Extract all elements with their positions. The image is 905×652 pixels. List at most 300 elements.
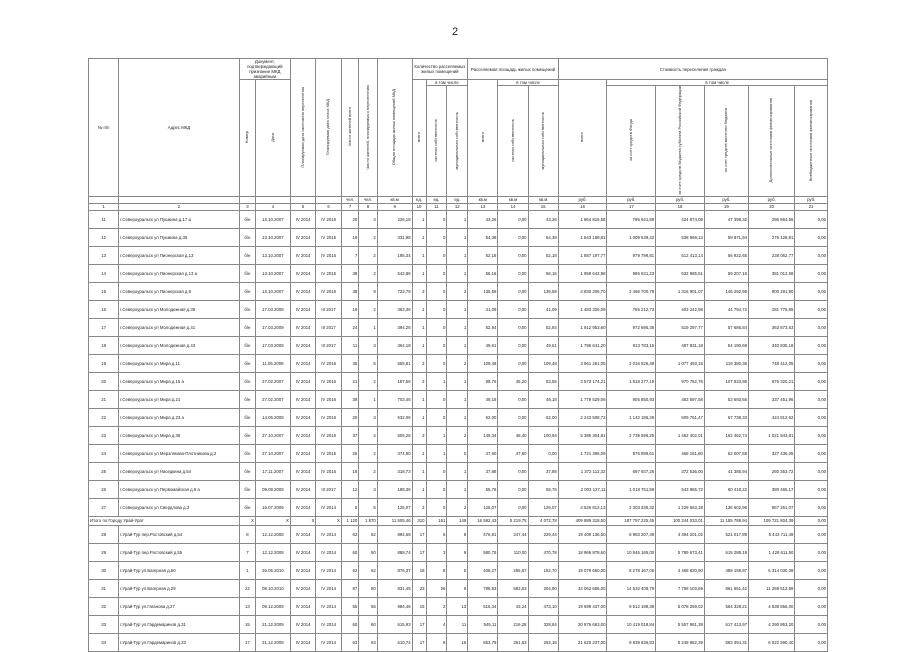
cell-num: б/н [239,210,255,228]
cell-date: 13.10.2007 [256,228,291,246]
cell-r2: 6 [426,525,447,543]
cell-a3: 56,16 [528,264,558,282]
cell-n: 24 [89,444,119,462]
cell-r1: 1 [412,480,426,498]
cell-area: 195,34 [377,246,412,264]
cell-c6: 0,00 [795,525,828,543]
cell-area: 374,90 [377,444,412,462]
cell-c1: 21 620 237,00 [558,633,607,651]
cell-p2: 3 [359,210,378,228]
cell-c2: 2 466 700,78 [607,282,656,300]
cell-area: 125,07 [377,498,412,516]
unit-cell: руб. [704,196,748,203]
cell-c2: 9 839 636,83 [607,633,656,651]
cell-c2: 979 799,81 [607,246,656,264]
cell-addr: г.Североуральск ул Пионерская д.13 [119,246,240,264]
cell-p2: 2 [359,264,378,282]
cell-c5: 337 451,96 [748,390,794,408]
cell-date: 26.05.2010 [256,561,291,579]
cell-c4: 521 017,89 [704,525,748,543]
cell-date: 13.10.2007 [256,246,291,264]
header-rooms-sub: в том числе [435,80,459,85]
cell-num: б/н [239,498,255,516]
header-rooms-municipal: муниципальная собственность [454,111,460,170]
unit-cell [119,196,240,203]
index-cell: 7 [341,203,358,210]
unit-cell [256,196,291,203]
cell-r2: 1 [426,372,447,390]
cell-r2: 0 [426,480,447,498]
cell-num: б/н [239,228,255,246]
cell-r3: 1 [447,390,468,408]
header-area-municipal: муниципальная собственность [539,111,545,170]
cell-r2: 0 [426,462,447,480]
cell-c5: 380 465,17 [748,480,794,498]
cell-a3: 470,78 [528,543,558,561]
cell-r1: 1 [412,462,426,480]
total-d1: X [290,516,316,525]
cell-p1: 87 [341,579,358,597]
cell-a1: 149,34 [468,426,498,444]
page-number: 2 [451,26,459,38]
header-persons: Число жителей всего [346,107,352,147]
cell-c6: 0,00 [795,615,828,633]
cell-n: 30 [89,561,119,579]
cell-date: 27.10.2007 [256,444,291,462]
cell-r3: 3 [447,282,468,300]
cell-date: 27.10.2007 [256,426,291,444]
cell-d1: IV 2014 [290,426,316,444]
cell-d2: IV 2014 [316,498,342,516]
cell-c3: 5 249 952,39 [656,633,705,651]
cell-a1: 516,34 [468,597,498,615]
cell-date: 17.11.2007 [256,462,291,480]
cell-c3: 970 752,76 [656,372,705,390]
cell-a3: 204,90 [528,579,558,597]
cell-c3: 609 761,47 [656,408,705,426]
cell-p1: 62 [341,525,358,543]
cell-c1: 1 796 641,20 [558,336,607,354]
cell-c2: 1 018 751,59 [607,480,656,498]
cell-c4: 615 288,19 [704,543,748,561]
cell-c1: 5 386 304,81 [558,426,607,444]
cell-c3: 538 969,13 [656,228,705,246]
cell-p2: 63 [359,633,378,651]
cell-c5: 4 290 953,20 [748,615,794,633]
header-doc-number: Номер [244,131,250,144]
cell-a3: 62,00 [528,408,558,426]
cell-c5: 5 314 030,39 [748,561,794,579]
cell-a2: 47,60 [498,444,528,462]
cell-c5: 748 412,05 [748,354,794,372]
cell-a2: 583,63 [498,579,528,597]
cell-c1: 19 409 136,50 [558,525,607,543]
cell-a2: 45,20 [498,372,528,390]
cell-c4: 41 385,94 [704,462,748,480]
cell-p2: 80 [359,579,378,597]
header-area-sub: в том числе [516,80,540,85]
cell-addr: г.Североуральск ул Пушкина д.17 а [119,210,240,228]
cell-r3: 1 [447,408,468,426]
cell-d1: IV 2014 [290,615,316,633]
cell-n: 25 [89,462,119,480]
cell-num: б/н [239,444,255,462]
cell-c2: 8 278 167,06 [607,561,656,579]
cell-p1: 39 [341,390,358,408]
cell-n: 15 [89,282,119,300]
cell-a3: 43,26 [528,210,558,228]
cell-area: 723,79 [377,282,412,300]
cell-c6: 0,00 [795,462,828,480]
cell-r2: 0 [426,264,447,282]
cell-r1: 1 [412,408,426,426]
cell-a3: 0,00 [528,444,558,462]
total-area: 11 505,46 [377,516,412,525]
cell-c2: 9 512 198,38 [607,597,656,615]
cell-n: 20 [89,372,119,390]
unit-cell: чел. [341,196,358,203]
cell-c1: 20 876 663,00 [558,615,607,633]
table-row [89,390,828,408]
cell-addr: г.Урай-Тур ул.Багерная д.29 [119,579,240,597]
cell-r1: 1 [412,300,426,318]
cell-p1: 35 [341,354,358,372]
cell-num: б/н [239,318,255,336]
cell-area: 331,98 [377,228,412,246]
total-c4: 11 155 788,94 [704,516,748,525]
total-c5: 109 721 804,39 [748,516,794,525]
cell-c3: 512 413,14 [656,246,705,264]
unit-cell: ед. [426,196,447,203]
cell-p2: 60 [359,615,378,633]
cell-p1: 24 [341,318,358,336]
cell-d2: IV 2014 [316,633,342,651]
cell-r1: 2 [412,372,426,390]
cell-d1: IV 2014 [290,336,316,354]
cell-c3: 532 985,51 [656,264,705,282]
table-row [89,579,828,597]
cell-a1: 55,76 [468,480,498,498]
cell-num: 17 [239,633,255,651]
table-row [89,318,828,336]
cell-a2: 255,57 [498,561,528,579]
cell-n: 23 [89,426,119,444]
cell-date: 17.03.2009 [256,300,291,318]
index-cell: 6 [316,203,342,210]
table-row [89,597,828,615]
cell-c5: 676 320,21 [748,372,794,390]
cell-c3: 543 865,72 [656,480,705,498]
cell-p1: 5 [341,498,358,516]
cell-d2: IV 2014 [316,543,342,561]
cell-num: б/н [239,408,255,426]
cell-c5: 6 022 590,40 [748,633,794,651]
index-cell: 20 [748,203,794,210]
cell-r1: 17 [412,525,426,543]
cell-c5: 4 538 856,00 [748,597,794,615]
cell-a2: 48,40 [498,426,528,444]
header-persons-planned: Число жителей, планируемых к переселению [364,84,370,170]
cell-date: 08.10.2010 [256,579,291,597]
cell-p1: 38 [341,282,358,300]
cell-r1: 1 [412,228,426,246]
cell-r3: 6 [447,579,468,597]
cell-p2: 2 [359,300,378,318]
unit-cell: кв.м [377,196,412,203]
cell-r2: 9 [426,633,447,651]
unit-cell: руб. [656,196,705,203]
cell-n: 29 [89,543,119,561]
cell-r1: 15 [412,597,426,615]
cell-r2: 0 [426,408,447,426]
cell-d2: III 2017 [316,336,342,354]
cell-area: 505,26 [377,426,412,444]
header-cost-sub: в том числе [705,80,730,85]
cell-num: 22 [239,579,255,597]
cell-c6: 0,00 [795,480,828,498]
table-row [89,372,828,390]
cell-num: 1 [239,561,255,579]
cell-d1: IV 2014 [290,444,316,462]
cell-c1: 19 079 660,00 [558,561,607,579]
cell-a3: 49,18 [528,390,558,408]
cell-area: 876,37 [377,561,412,579]
cell-c3: 7 758 103,69 [656,579,705,597]
unit-cell: кв.м [498,196,528,203]
cell-p2: 62 [359,561,378,579]
cell-c6: 0,00 [795,210,828,228]
cell-r3: 1 [447,264,468,282]
header-plan-settle: Планируемая дата окончания переселения [299,86,305,168]
cell-d1: IV 2014 [290,498,316,516]
cell-a1: 476,81 [468,525,498,543]
cell-p2: 9 [359,282,378,300]
cell-n: 31 [89,579,119,597]
cell-r1: 18 [412,561,426,579]
header-cost-region: за счет средств бюджета субъекта Российской Федерации [676,86,682,195]
cell-area: 363,36 [377,300,412,318]
table-row [89,444,828,462]
unit-cell: кв.м [528,196,558,203]
cell-d1: IV 2014 [290,462,316,480]
cell-d1: IV 2014 [290,633,316,651]
cell-addr: г.Урай-Тур пер.Ростовский д.54 [119,525,240,543]
cell-r1: 17 [412,633,426,651]
cell-n: 33 [89,615,119,633]
cell-a3: 100,94 [528,426,558,444]
cell-area: 888,74 [377,543,412,561]
cell-p2: 3 [359,408,378,426]
cell-d2: III 2017 [316,300,342,318]
cell-d1: IV 2014 [290,354,316,372]
unit-cell [316,196,342,203]
cell-p1: 60 [341,543,358,561]
cell-a2: 43,24 [498,597,528,615]
cell-r1: 1 [412,444,426,462]
cell-c5: 260 353,72 [748,462,794,480]
cell-date: 27.02.2007 [256,390,291,408]
cell-c4: 59 207,16 [704,264,748,282]
cell-c6: 0,00 [795,300,828,318]
cell-d2: III 2017 [316,480,342,498]
index-cell: 13 [468,203,498,210]
cell-r2: 0 [426,498,447,516]
cell-a1: 62,00 [468,408,498,426]
cell-c3: 403 242,98 [656,300,705,318]
cell-c3: 372 536,00 [656,462,705,480]
total-r3: 149 [447,516,468,525]
cell-p1: 55 [341,597,358,615]
units-row [89,196,828,203]
table-row [89,210,828,228]
cell-addr: г.Североуральск ул Пионерская д.8 [119,282,240,300]
cell-p1: 19 [341,300,358,318]
cell-c4: 162 462,74 [704,426,748,444]
cell-c6: 0,00 [795,390,828,408]
cell-c4: 564 328,21 [704,597,748,615]
cell-c5: 296 864,56 [748,210,794,228]
cell-n: 28 [89,525,119,543]
cell-addr: г.Урай-Тур ул.Гардемаринов д.31 [119,615,240,633]
header-rooms-group: Количество расселяемых жилых помещений [414,64,466,74]
cell-c4: 53 693,56 [704,390,748,408]
unit-cell: руб. [558,196,607,203]
cell-d2: IV 2016 [316,372,342,390]
cell-area: 984,46 [377,597,412,615]
cell-area: 226,18 [377,210,412,228]
cell-d1: IV 2014 [290,390,316,408]
cell-c1: 4 830 206,70 [558,282,607,300]
header-area-total: Общая площадь жилых помещений МКД [391,88,397,166]
cell-addr: г.Североуральск ул Свердлова д.3 [119,498,240,516]
cell-d1: IV 2014 [290,264,316,282]
cell-a1: 49,61 [468,336,498,354]
cell-c5: 11 269 512,59 [748,579,794,597]
cell-c3: 519 297,77 [656,318,705,336]
cell-d2: IV 2015 [316,444,342,462]
cell-c1: 1 864 816,58 [558,210,607,228]
cell-c5: 857 261,07 [748,498,794,516]
cell-c6: 0,00 [795,543,828,561]
cell-p2: 2 [359,372,378,390]
cell-p1: 63 [341,633,358,651]
cell-p2: 2 [359,444,378,462]
cell-r2: 0 [426,246,447,264]
cell-a2: 0,00 [498,498,528,516]
cell-a2: 0,00 [498,228,528,246]
cell-num: б/н [239,372,255,390]
cell-c1: 19 699 437,00 [558,597,607,615]
cell-a3: 109,48 [528,354,558,372]
cell-addr: г.Урай-Тур ул.Багерная д.60 [119,561,240,579]
cell-p2: 2 [359,228,378,246]
unit-cell [290,196,316,203]
index-cell: 14 [498,203,528,210]
cell-r2: 3 [426,543,447,561]
cell-date: 17.03.2009 [256,318,291,336]
unit-cell: руб. [795,196,828,203]
cell-n: 32 [89,597,119,615]
header-rooms-private: частная собственность [433,118,439,162]
cell-p2: 3 [359,336,378,354]
cell-n: 11 [89,210,119,228]
cell-a2: 0,00 [498,480,528,498]
cell-addr: г.Североуральск ул Наседкина д.54 [119,462,240,480]
cell-a1: 545,11 [468,615,498,633]
cell-num: б/н [239,462,255,480]
cell-a2: 247,44 [498,525,528,543]
cell-c1: 1 887 197,77 [558,246,607,264]
cell-c2: 10 419 018,84 [607,615,656,633]
cell-c2: 755 212,73 [607,300,656,318]
cell-p1: 7 [341,246,358,264]
cell-d2: IV 2015 [316,462,342,480]
cell-a3: 328,84 [528,615,558,633]
cell-d1: IV 2014 [290,579,316,597]
cell-addr: г.Урай-Тур пер.Ростовский д.55 [119,543,240,561]
cell-num: б/н [239,300,255,318]
table-row [89,480,828,498]
cell-c5: 238 062,77 [748,246,794,264]
table-row [89,246,828,264]
total-c2: 187 797 225,45 [607,516,656,525]
cell-r2: 0 [426,300,447,318]
cell-a2: 216,28 [498,615,528,633]
table-row [89,498,828,516]
cell-a3: 53,56 [528,372,558,390]
cell-date: 12.12.2008 [256,543,291,561]
header-area-private: частная собственность [509,118,515,162]
cell-area: 703,46 [377,390,412,408]
cell-p1: 11 [341,336,358,354]
index-cell: 17 [607,203,656,210]
cell-addr: г.Урай-Тур ул.Гардемаринов д.33 [119,633,240,651]
cell-r3: 1 [447,336,468,354]
header-doc-group: Документ, подтверждающий признание МКД аварийным [247,59,283,79]
cell-c2: 1 142 196,29 [607,408,656,426]
cell-r3: 0 [447,444,468,462]
index-cell: 9 [377,203,412,210]
cell-r1: 3 [412,282,426,300]
header-area-all: всего [479,132,485,143]
cell-c4: 119 380,36 [704,354,748,372]
cell-d2: IV 2015 [316,246,342,264]
cell-a1: 37,88 [468,462,498,480]
cell-addr: г.Североуральск ул Пушкина д.35 [119,228,240,246]
cell-r3: 1 [447,228,468,246]
cell-c4: 56 922,65 [704,246,748,264]
cell-c3: 487 831,18 [656,336,705,354]
cell-date: 17.03.2009 [256,336,291,354]
cell-p1: 18 [341,462,358,480]
cell-r1: 1 [412,318,426,336]
cell-addr: г.Североуральск ул Мира д.21 [119,390,240,408]
cell-c6: 0,00 [795,282,828,300]
cell-c6: 0,00 [795,426,828,444]
cell-c4: 107 833,95 [704,372,748,390]
cell-a1: 109,48 [468,354,498,372]
cell-p1: 20 [341,408,358,426]
cell-c1: 1 959 642,98 [558,264,607,282]
cell-c6: 0,00 [795,264,828,282]
cell-a3: 473,10 [528,597,558,615]
cell-c3: 5 557 961,39 [656,615,705,633]
cell-c6: 0,00 [795,408,828,426]
cell-c5: 276 128,81 [748,228,794,246]
cell-a2: 0,00 [498,210,528,228]
cell-a2: 0,00 [498,408,528,426]
cell-area: 555,81 [377,354,412,372]
